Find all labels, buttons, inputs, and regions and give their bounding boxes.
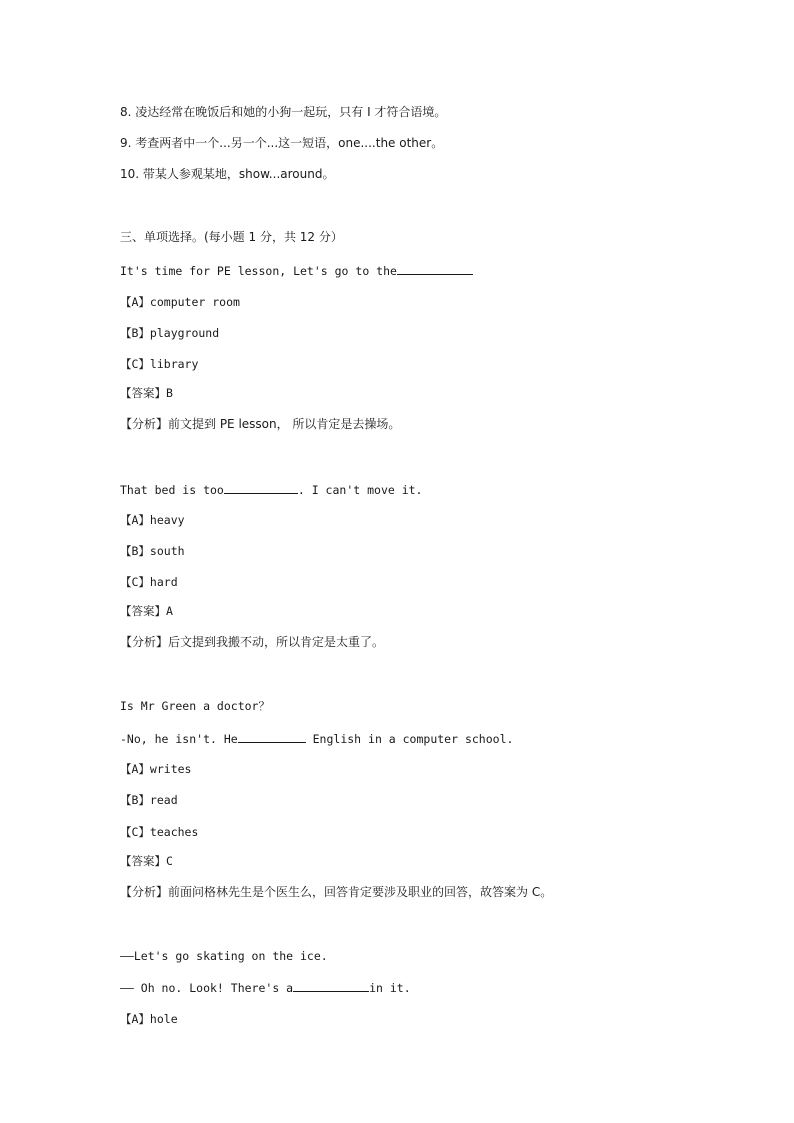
question-2-stem-before: That bed is too <box>120 483 224 497</box>
question-4-stem-before: —— Oh no. Look! There's a <box>120 981 294 995</box>
question-3-option-a: 【A】writes <box>120 762 192 776</box>
question-3-answer: 【答案】C <box>120 854 173 868</box>
explanation-8: 8. 凌达经常在晚饭后和她的小狗一起玩，只有 I 才符合语境。 <box>120 105 447 119</box>
question-2-answer: 【答案】A <box>120 604 173 618</box>
question-2-stem-after: . I can't move it. <box>297 483 423 497</box>
question-4-stem-after: in it. <box>369 981 411 995</box>
question-4-stem <box>120 979 411 996</box>
question-1-stem <box>120 262 473 279</box>
question-4-option-a: 【A】hole <box>120 1012 178 1026</box>
explanation-10: 10. 带某人参观某地，show...around。 <box>120 167 335 181</box>
answer-blank <box>238 730 306 743</box>
answer-blank <box>397 262 473 275</box>
answer-blank <box>224 481 298 494</box>
question-3-stem-line1: Is Mr Green a doctor？ <box>120 699 270 713</box>
question-2-option-a: 【A】heavy <box>120 513 185 527</box>
question-1-stem-before: It's time for PE lesson, Let's go to the <box>120 264 397 278</box>
explanation-9: 9. 考查两者中一个...另一个...这一短语，one....the other。 <box>120 136 444 150</box>
question-2-stem <box>120 481 422 498</box>
section-title: 三、单项选择。(每小题 1 分，共 12 分） <box>120 230 343 244</box>
question-1-analysis: 【分析】前文提到 PE lesson， 所以肯定是去操场。 <box>120 417 401 431</box>
question-2-option-c: 【C】hard <box>120 575 178 589</box>
question-1-answer: 【答案】B <box>120 386 173 400</box>
question-2-option-b: 【B】south <box>120 544 185 558</box>
question-3-option-c: 【C】teaches <box>120 825 199 839</box>
question-4-stem-line1: ——Let's go skating on the ice. <box>120 949 328 963</box>
question-1-option-a: 【A】computer room <box>120 295 240 309</box>
question-1-option-c: 【C】library <box>120 357 199 371</box>
answer-blank <box>293 979 369 992</box>
question-3-stem <box>120 730 513 747</box>
question-2-analysis: 【分析】后文提到我搬不动，所以肯定是太重了。 <box>120 635 385 649</box>
question-3-option-b: 【B】read <box>120 793 178 807</box>
question-3-stem-after: English in a computer school. <box>305 732 514 746</box>
question-1-option-b: 【B】playground <box>120 326 220 340</box>
question-3-analysis: 【分析】前面问格林先生是个医生么，回答肯定要涉及职业的回答，故答案为 C。 <box>120 885 553 899</box>
question-3-stem-before: -No, he isn't. He <box>120 732 238 746</box>
